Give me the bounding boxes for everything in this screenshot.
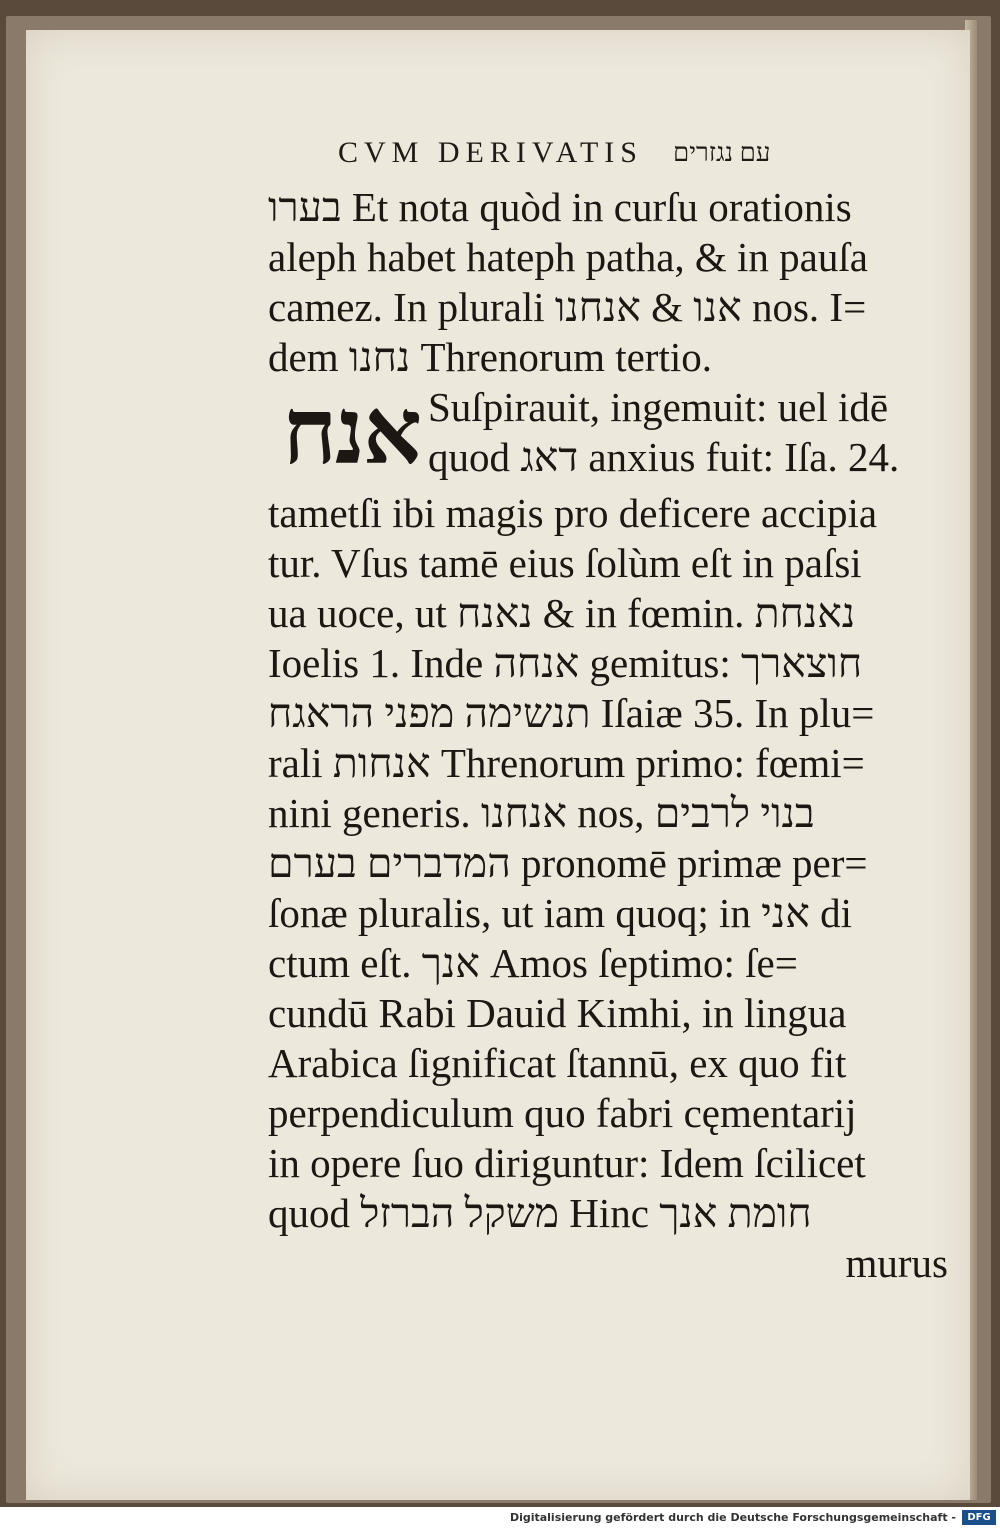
running-head-hebrew: עם נגזרים	[672, 138, 771, 167]
entry-head	[270, 382, 948, 488]
dfg-logo: DFG	[962, 1510, 996, 1525]
text-line: ctum eſt. אנך Amos ſeptimo: ſe=	[268, 940, 798, 986]
text-line: cundū Rabi Dauid Kimhi, in lingua	[268, 990, 847, 1036]
text-line: aleph habet hateph patha, & in pauſa	[268, 234, 868, 280]
running-head-latin: CVM DERIVATIS	[338, 136, 643, 169]
text-line: בערו Et nota quòd in curſu orationis	[268, 184, 852, 230]
text-line: Ioelis 1. Inde אנחה gemitus: חוצארך	[268, 640, 863, 686]
catchword: murus	[845, 1240, 948, 1286]
main-text	[268, 182, 948, 1288]
text-line: in opere ſuo diriguntur: Idem ſcilicet	[268, 1140, 866, 1186]
running-head	[338, 133, 858, 173]
text-line: quod דאג anxius fuit: Iſa. 24.	[428, 434, 900, 480]
text-line: camez. In plurali אנו & אנחנו nos. I=	[268, 284, 867, 330]
footer-bar	[0, 1507, 1000, 1529]
footer-text: Digitalisierung gefördert durch die Deutsche Forschungsgemeinschaft -	[509, 1511, 956, 1524]
text-line: ſonæ pluralis, ut iam quoq; in אני di	[268, 890, 852, 936]
text-line: rali אנחות Threnorum primo: fœmi=	[268, 740, 865, 786]
text-line: Arabica ſignificat ſtannū, ex quo fit	[268, 1040, 847, 1086]
headword: אנח	[282, 381, 420, 483]
entry-head-lines	[428, 382, 899, 488]
text-line: perpendiculum quo fabri cęmentarij	[268, 1090, 857, 1136]
text-line: המדברים בערם pronomē primæ per=	[268, 840, 868, 886]
text-line: quod משקל הברזל Hinc חומת אנך	[268, 1190, 812, 1236]
text-line: תנשימה מפני הראגח Iſaiæ 35. In plu=	[268, 690, 875, 736]
text-line: tur. Vſus tamē eius ſolùm eſt in paſsi	[268, 540, 862, 586]
text-line: tametſi ibi magis pro deficere accipia	[268, 490, 878, 536]
text-line: ua uoce, ut נאנח & in fœmin. נאנחת	[268, 590, 856, 636]
text-line: Suſpirauit, ingemuit: uel idē	[428, 384, 889, 430]
text-line: nini generis. אנחנו nos, בנוי לרבים	[268, 790, 815, 836]
text-line: dem נחנו Threnorum tertio.	[268, 334, 712, 380]
